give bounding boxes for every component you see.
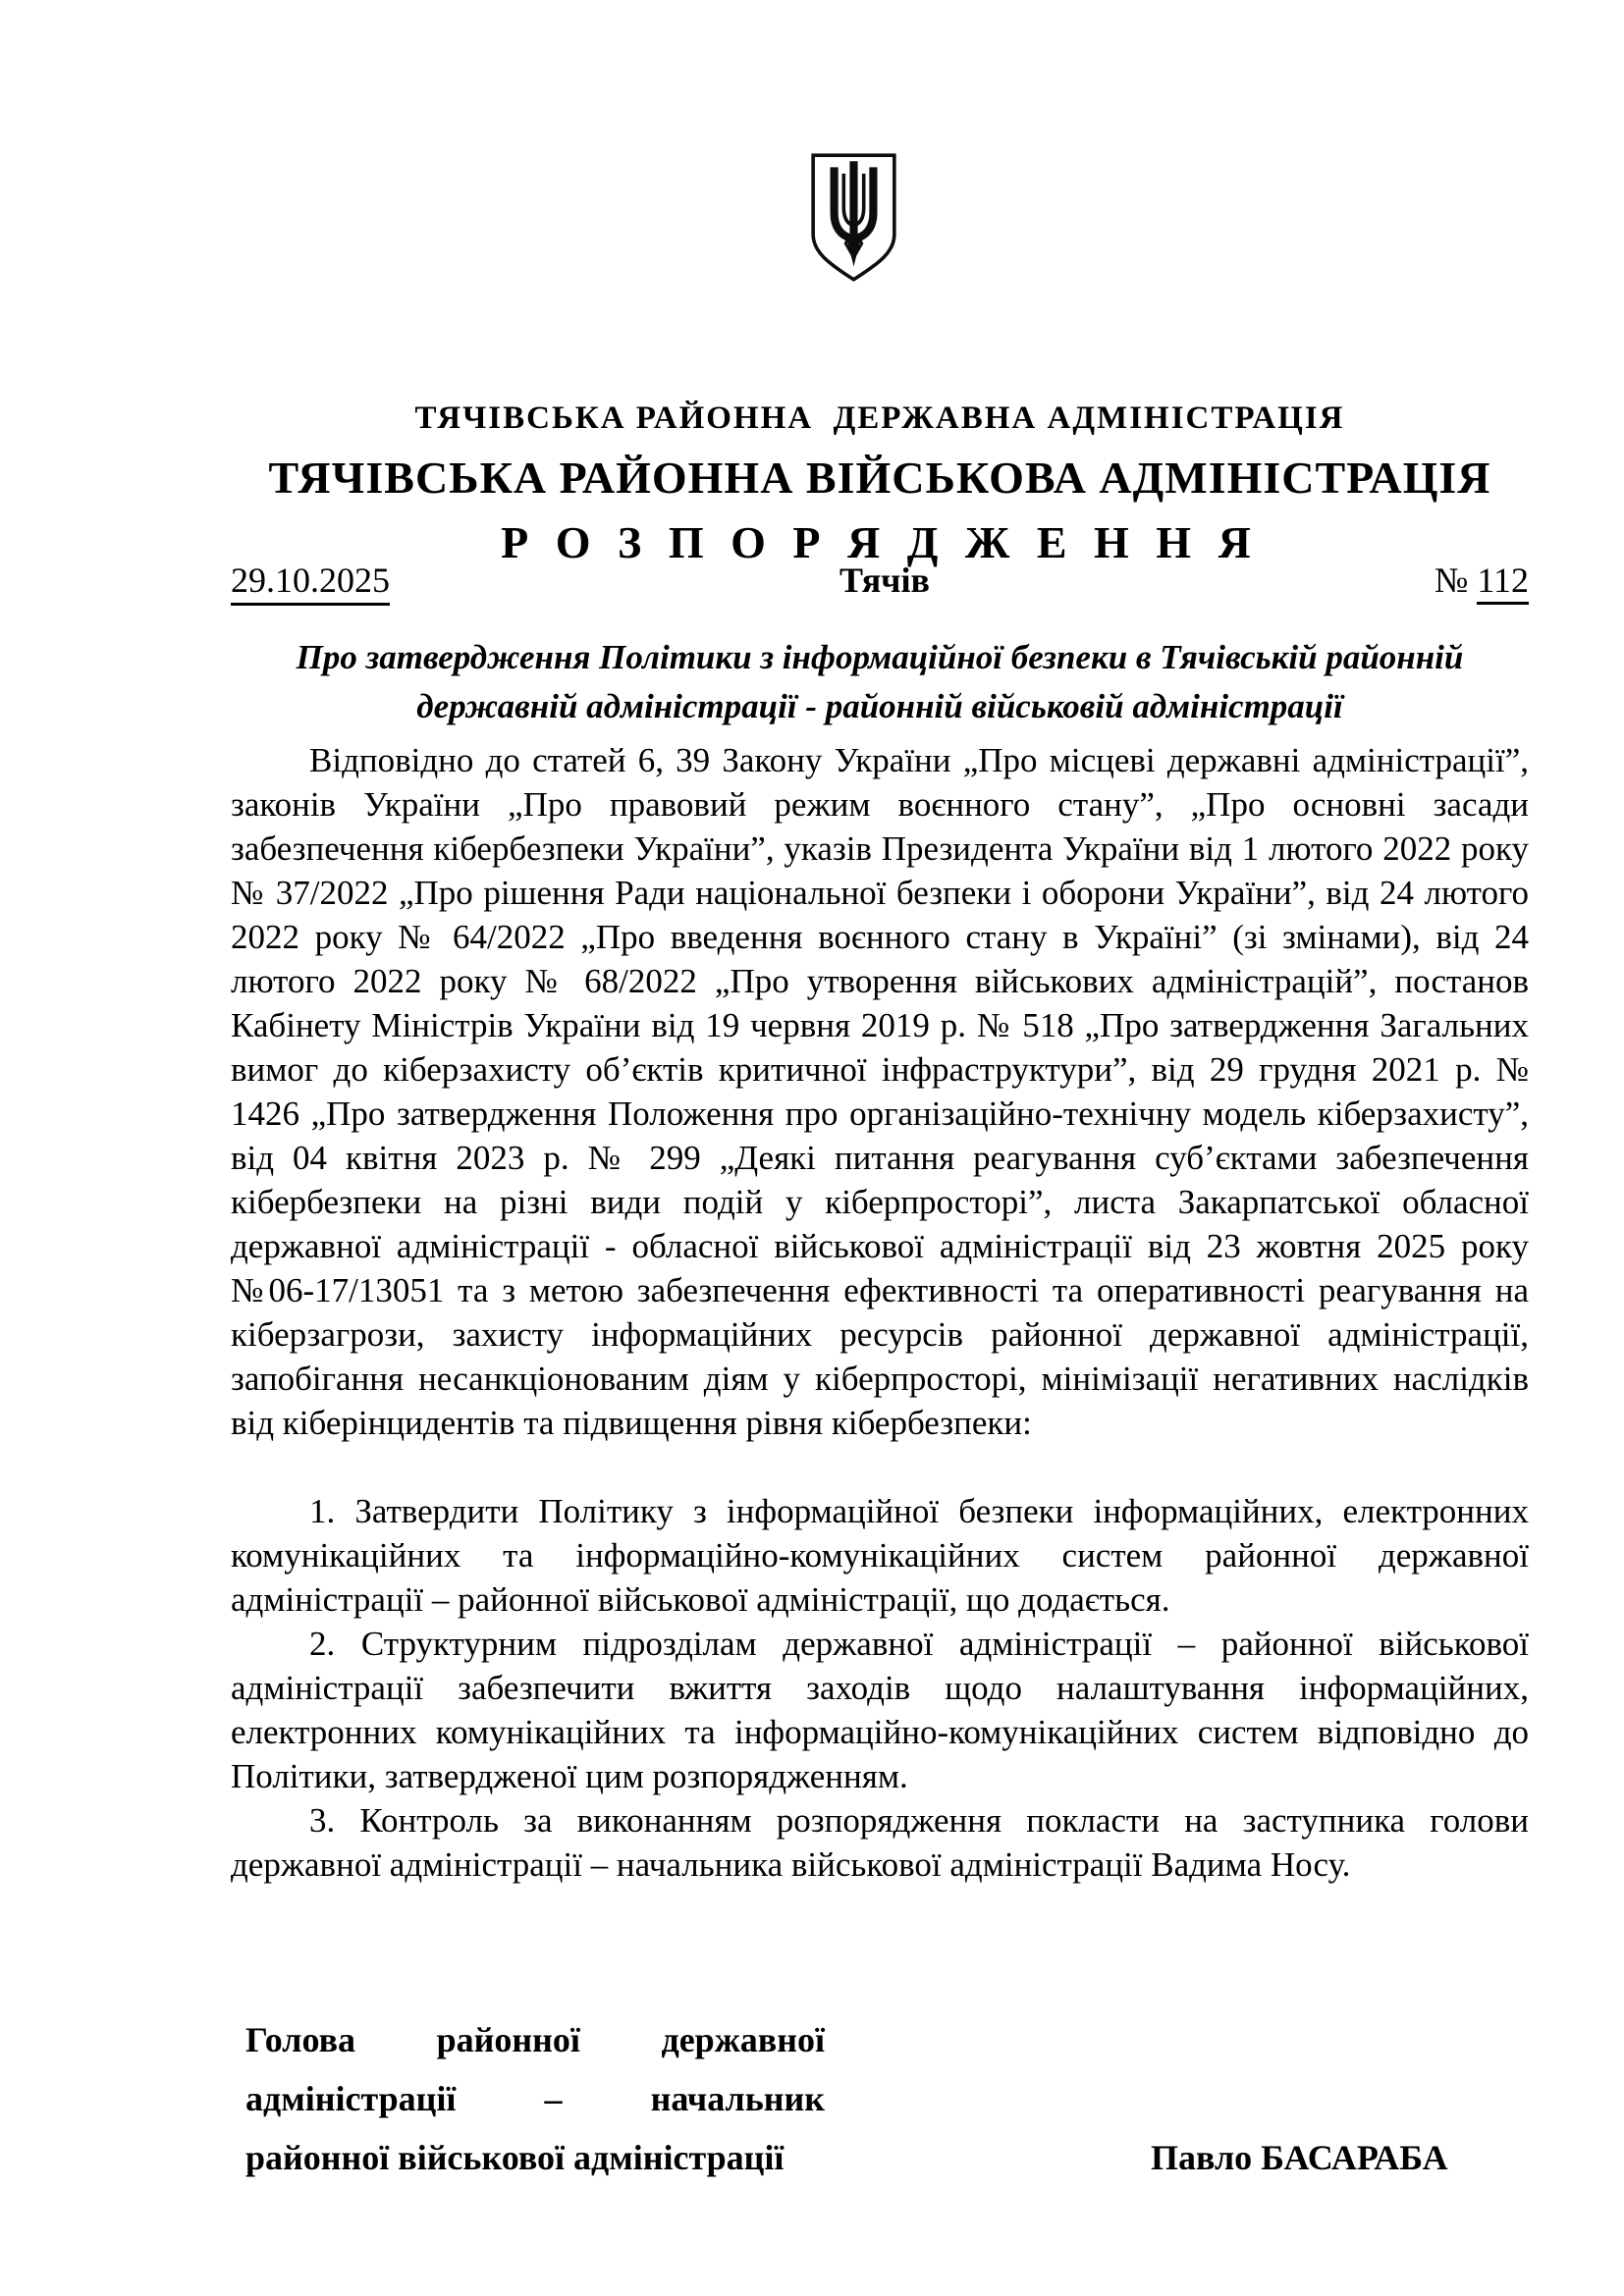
document-place: Тячів: [839, 561, 930, 600]
signature-name: Павло БАСАРАБА: [1151, 2138, 1448, 2177]
subject-line-1: Про затвердження Політики з інформаційної безпеки в Тячівській районній: [296, 638, 1464, 676]
document-meta-row: [231, 560, 1529, 609]
signature-position-line-1: Голова районної державної: [245, 2020, 825, 2059]
document-date: 29.10.2025: [231, 560, 390, 606]
signature-position-line-3: районної військової адміністрації: [245, 2138, 785, 2177]
preamble-paragraph: Відповідно до статей 6, 39 Закону України „Про місцеві державні адміністрації”, законів України „Про правовий режим воєнного стану”, „Про основні засади забезпечення кібербезпеки України”, указів Президента України від 1 лютого 2022 року № 37/2022 „Про рішення Ради національної безпеки і оборони України”, від 24 лютого 2022 року № 64/2022 „Про введення воєнного стану в Україні” (зі змінами), від 24 лютого 2022 року № 68/2022 „Про утворення військових адміністрацій”, постанов Кабінету Міністрів України від 19 червня 2019 р. № 518 „Про затвердження Загальних вимог до кіберзахисту об’єктів критичної інфраструктури”, від 29 грудня 2021 р. № 1426 „Про затвердження Положення про організаційно-технічну модель кіберзахисту”, від 04 квітня 2023 р. № 299 „Деякі питання реагування суб’єктами забезпечення кібербезпеки на різні види подій у кіберпросторі”, листа Закарпатської обласної державної адміністрації - обласної військової адміністрації від 23 жовтня 2025 року №06-17/13051 та з метою забезпечення ефективності та оперативності реагування на кіберзагрози, захисту інформаційних ресурсів районної державної адміністрації, запобігання несанкціонованим діям у кіберпросторі, мінімізації негативних наслідків від кіберінцидентів та підвищення рівня кібербезпеки:: [231, 741, 1529, 1442]
order-item-3: 3. Контроль за виконанням розпорядження покласти на заступника голови державної адміністрації – начальника військової адміністрації Вадима Носу.: [231, 1801, 1529, 1884]
order-item-2: 2. Структурним підрозділам державної адміністрації – районної військової адміністрації забезпечити вжиття заходів щодо налаштування інформаційних, електронних комунікаційних та інформаційно-комунікаційних систем відповідно до Політики, затвердженої цим розпорядженням.: [231, 1625, 1529, 1795]
subject-line-2: державній адміністрації - районній військовій адміністрації: [416, 687, 1343, 725]
number-sign: №: [1434, 561, 1469, 600]
document-number: [1435, 560, 1529, 601]
signature-position-line-2: адміністрації – начальник: [245, 2079, 825, 2118]
number-value: 112: [1477, 561, 1529, 605]
document-subject: [231, 633, 1529, 731]
signature-position-title: [245, 2010, 825, 2187]
document-type-title: Р О З П О Р Я Д Ж Е Н Н Я: [501, 517, 1259, 567]
org-name-state-administration: ТЯЧІВСЬКА РАЙОННА ДЕРЖАВНА АДМІНІСТРАЦІЯ: [414, 400, 1345, 436]
order-item-1: 1. Затвердити Політику з інформаційної безпеки інформаційних, електронних комунікаційних та інформаційно-комунікаційних систем районної державної адміністрації – районної військової адміністрації, що додається.: [231, 1492, 1529, 1619]
org-name-military-administration: ТЯЧІВСЬКА РАЙОННА ВІЙСЬКОВА АДМІНІСТРАЦІЯ: [268, 453, 1491, 503]
document-body: [231, 738, 1529, 1887]
coat-of-arms-ukraine-icon: [806, 150, 901, 286]
